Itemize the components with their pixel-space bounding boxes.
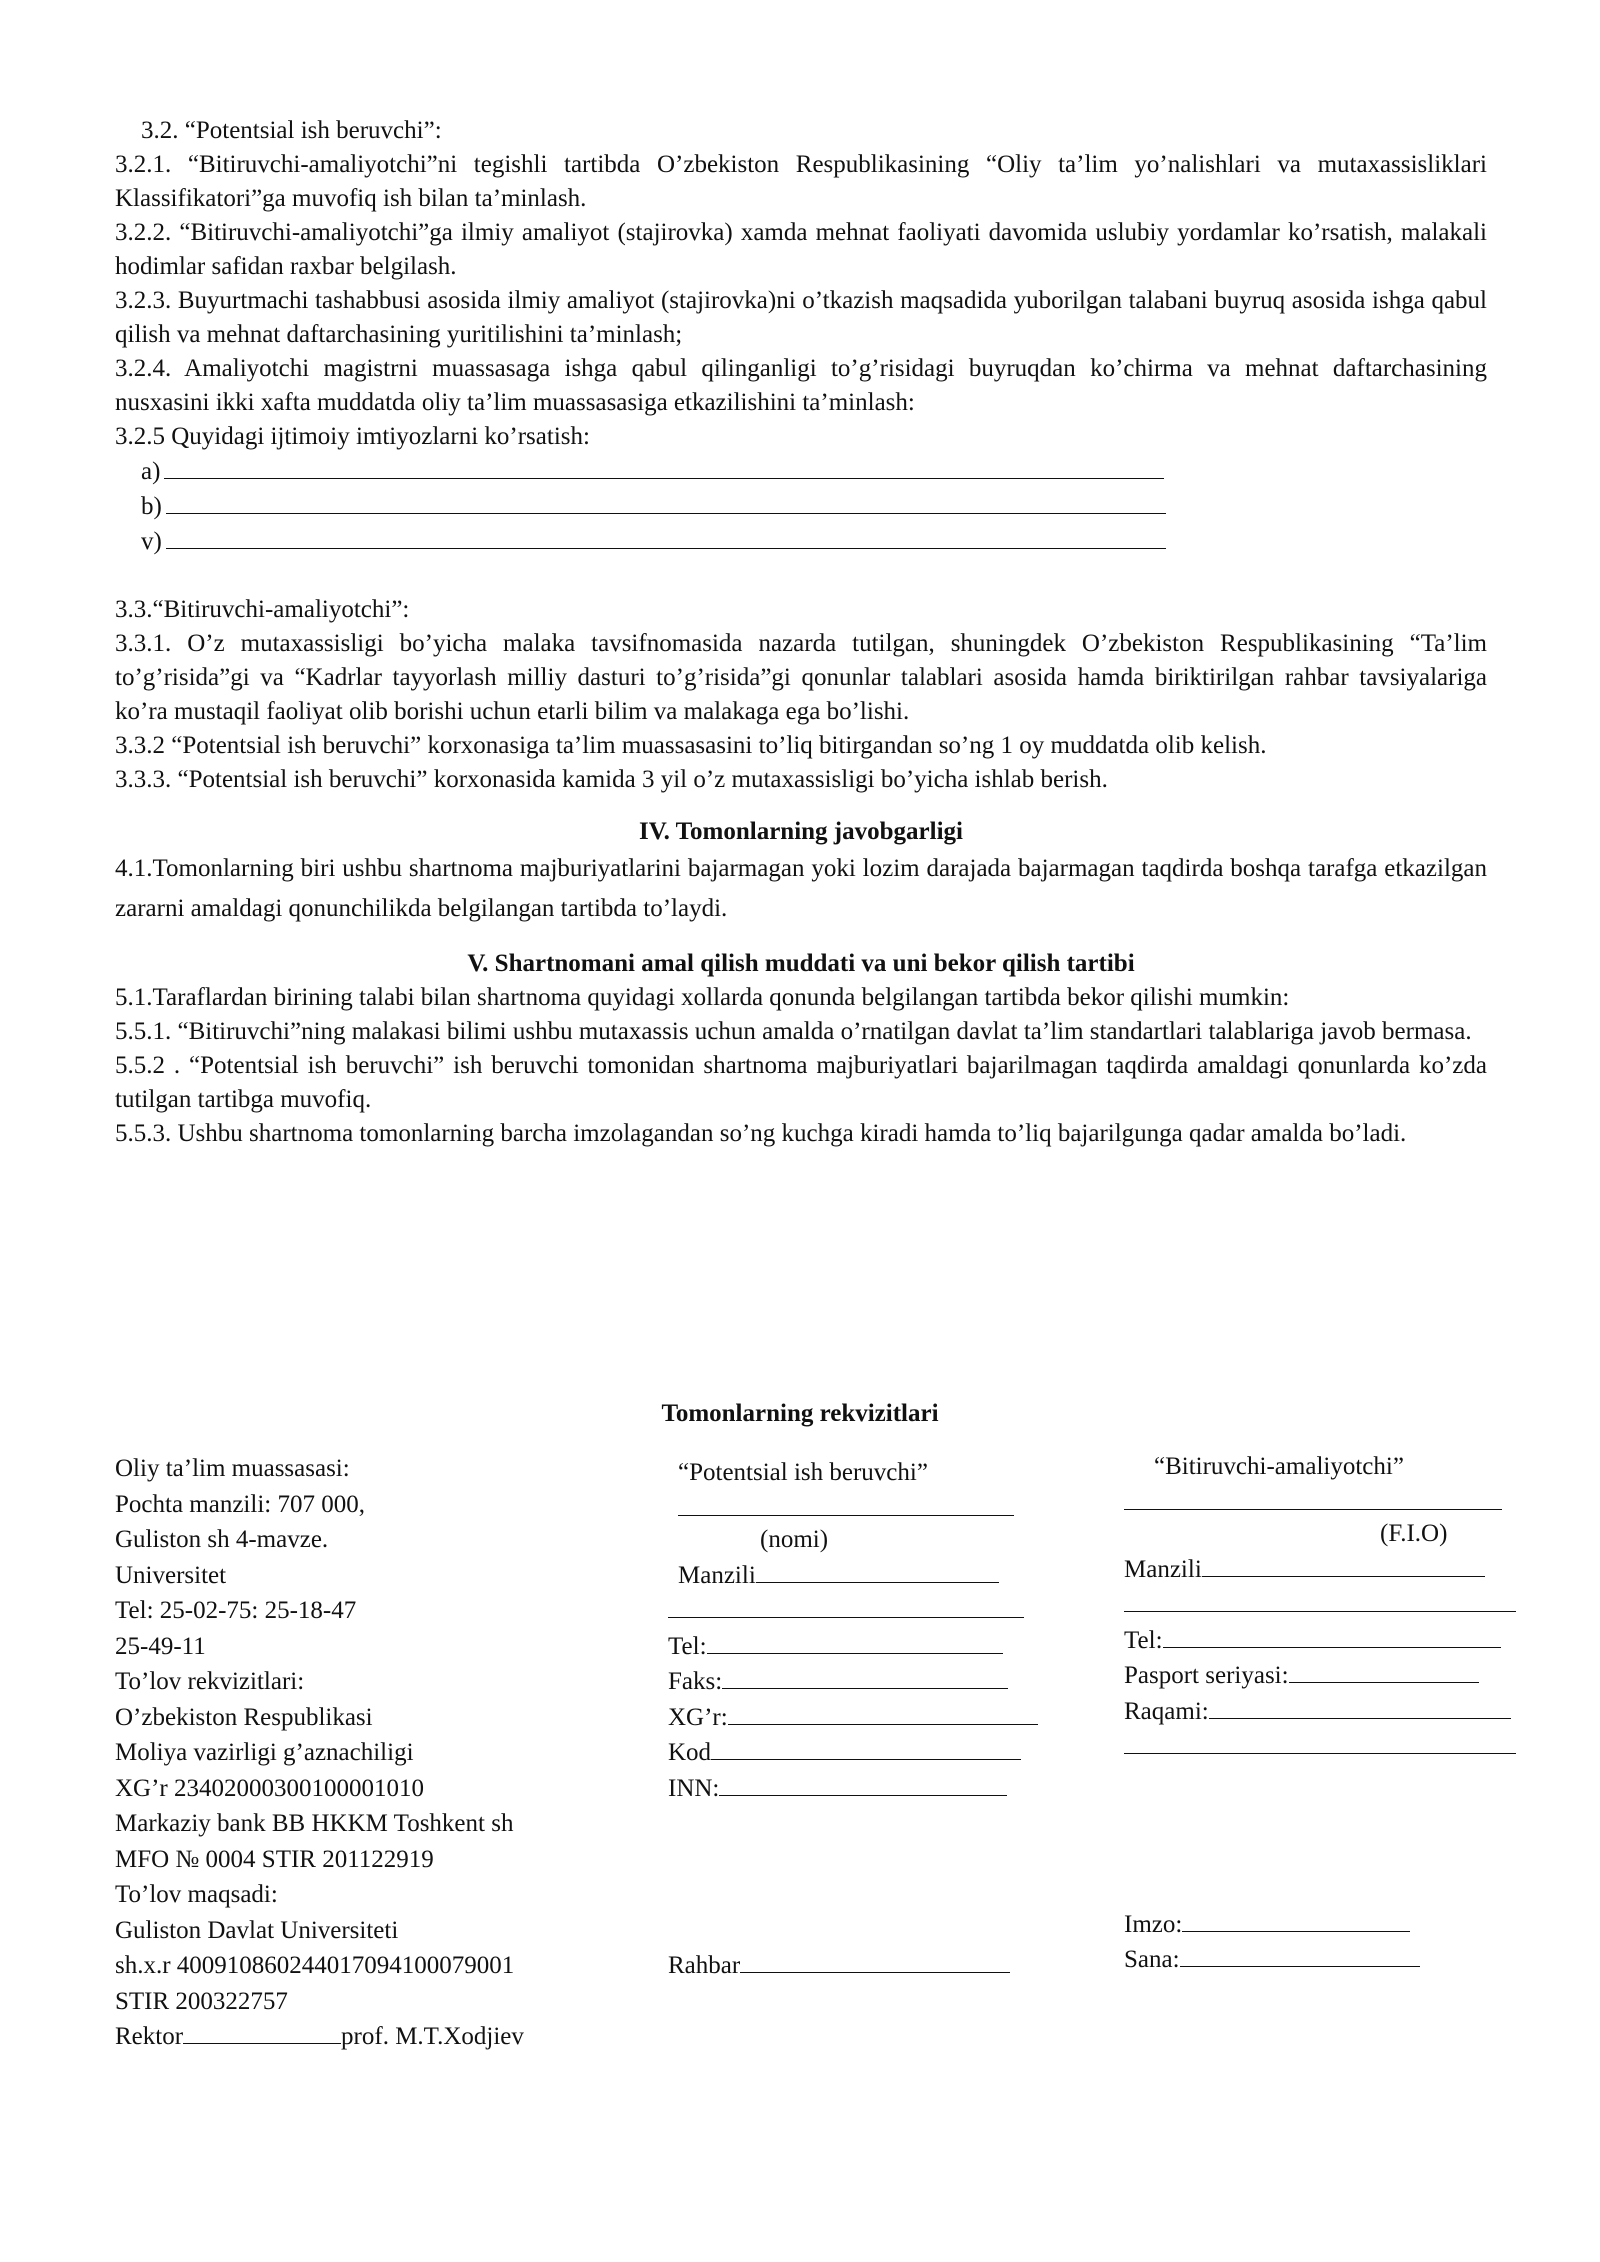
requisites-title: Tomonlarning rekvizitlari bbox=[661, 1400, 939, 1427]
benefit-line-a: a) bbox=[115, 454, 1487, 489]
employer-fax-line: Faks: bbox=[668, 1664, 1088, 1700]
employer-inn-blank bbox=[719, 1771, 1007, 1796]
clause-5-5-2: 5.5.2 . “Potentsial ish beruvchi” ish beruvchi tomonidan shartnoma majburiyatlari bajarilmagan taqdirda amaldagi qonunlarda ko’zda tutilgan tartibga muvofiq. bbox=[115, 1052, 1487, 1113]
clause-3-3-2: 3.3.2 “Potentsial ish beruvchi” korxonasiga ta’lim muassasasini to’liq bitirgandan so’ng 1 oy muddatda olib kelish. bbox=[115, 732, 1267, 759]
clause-5-1: 5.1.Taraflardan birining talabi bilan shartnoma quyidagi xollarda qonunda belgilangan tartibda bekor qilishi mumkin: bbox=[115, 984, 1290, 1011]
clause-3-2-1: 3.2.1. “Bitiruvchi-amaliyotchi”ni tegishli tartibda O’zbekiston Respublikasining “Oliy ta’lim yo’nalishlari va mutaxassisliklari Klassifikatori”ga muvofiq ish bilan ta’minlash. bbox=[115, 151, 1487, 212]
graduate-passport-line: Pasport seriyasi: bbox=[1124, 1658, 1524, 1694]
clause-5-5-1: 5.5.1. “Bitiruvchi”ning malakasi bilimi ushbu mutaxassis uchun amalda o’rnatilgan davlat ta’lim standartlari talablariga javob bermasa. bbox=[115, 1018, 1472, 1045]
graduate-date-blank bbox=[1180, 1942, 1420, 1967]
employer-kod-line: Kod bbox=[668, 1735, 1088, 1771]
employer-address-blank bbox=[756, 1558, 999, 1583]
benefit-line-b: b) bbox=[115, 489, 1487, 524]
university-line: O’zbekiston Respublikasi bbox=[115, 1703, 373, 1731]
clause-3-2-2: 3.2.2. “Bitiruvchi-amaliyotchi”ga ilmiy amaliyot (stajirovka) xamda mehnat faoliyati davomida uslubiy yordamlar ko’rsatish, malakali hodimlar safidan raxbar belgilash. bbox=[115, 219, 1487, 280]
section-3-2-heading: 3.2. “Potentsial ish beruvchi”: bbox=[141, 117, 442, 144]
employer-tel-line: Tel: bbox=[668, 1629, 1088, 1665]
university-line: MFO № 0004 STIR 201122919 bbox=[115, 1845, 434, 1873]
graduate-tel-line: Tel: bbox=[1124, 1623, 1524, 1659]
employer-address-line: Manzili bbox=[668, 1558, 1088, 1594]
graduate-passport-blank bbox=[1289, 1658, 1479, 1683]
clause-3-2-5: 3.2.5 Quyidagi ijtimoiy imtiyozlarni ko’rsatish: bbox=[115, 423, 590, 450]
university-line: To’lov rekvizitlari: bbox=[115, 1668, 305, 1695]
employer-title: “Potentsial ish beruvchi” bbox=[678, 1459, 928, 1486]
employer-head-blank bbox=[740, 1948, 1010, 1973]
university-line: XG’r 23402000300100001010 bbox=[115, 1774, 425, 1802]
employer-name-blank bbox=[678, 1491, 1014, 1516]
clause-3-3-1: 3.3.1. O’z mutaxassisligi bo’yicha malaka tavsifnomasida nazarda tutilgan, shuningdek O’zbekiston Respublikasining “Ta’lim to’g’risida”gi va “Kadrlar tayyorlash milliy dasturi to’g’risida”gi qonunlar talablari asosida hamda biriktirilgan rahbar tavsiyalariga ko’ra mustaqil faoliyat olib borishi uchun etarli bilim va malakaga ega bo’lishi. bbox=[115, 630, 1487, 725]
employer-name-caption: (nomi) bbox=[760, 1526, 829, 1553]
university-line: Guliston Davlat Universiteti bbox=[115, 1916, 399, 1944]
employer-inn-line: INN: bbox=[668, 1771, 1088, 1807]
employer-kod-blank bbox=[711, 1735, 1021, 1760]
contract-body bbox=[115, 114, 1487, 1151]
section-3-3-heading: 3.3.“Bitiruvchi-amaliyotchi”: bbox=[115, 596, 410, 623]
university-line: Oliy ta’lim muassasasi: bbox=[115, 1455, 350, 1482]
employer-address-line-2 bbox=[668, 1593, 1088, 1629]
university-line: To’lov maqsadi: bbox=[115, 1881, 278, 1908]
university-line: Tel: 25-02-75: 25-18-47 bbox=[115, 1597, 357, 1624]
graduate-extra-blank bbox=[1124, 1729, 1516, 1754]
graduate-address-line-2 bbox=[1124, 1587, 1524, 1623]
clause-3-3-3: 3.3.3. “Potentsial ish beruvchi” korxonasida kamida 3 yil o’z mutaxassisligi bo’yicha ishlab berish. bbox=[115, 766, 1108, 793]
university-line: STIR 200322757 bbox=[115, 1987, 288, 2015]
university-line: Universitet bbox=[115, 1561, 227, 1589]
employer-tel-blank bbox=[707, 1629, 1003, 1654]
rektor-signature-line: Rektor prof. M.T.Xodjiev bbox=[115, 2019, 635, 2055]
graduate-address-blank bbox=[1202, 1552, 1485, 1577]
university-line: Guliston sh 4-mavze. bbox=[115, 1526, 329, 1553]
university-line: Moliya vazirligi g’aznachiligi bbox=[115, 1739, 414, 1766]
employer-fax-blank bbox=[722, 1664, 1008, 1689]
graduate-number-blank bbox=[1209, 1694, 1511, 1719]
benefit-v-blank bbox=[166, 524, 1166, 549]
graduate-tel-blank bbox=[1163, 1623, 1501, 1648]
graduate-address-line: Manzili bbox=[1124, 1552, 1524, 1588]
section-4-heading: IV. Tomonlarning javobgarligi bbox=[639, 818, 963, 845]
graduate-date-line: Sana: bbox=[1124, 1942, 1524, 1978]
clause-3-2-4: 3.2.4. Amaliyotchi magistrni muassasaga ishga qabul qilinganligi to’g’risidagi buyruqdan ko’chirma va mehnat daftarchasining nusxasini ikki xafta muddatda oliy ta’lim muassasasiga etkazilishini ta’minlash: bbox=[115, 355, 1487, 416]
graduate-address-blank-2 bbox=[1124, 1587, 1516, 1612]
section-5-heading: V. Shartnomani amal qilish muddati va uni bekor qilish tartibi bbox=[467, 950, 1135, 977]
graduate-signature-blank bbox=[1182, 1907, 1410, 1932]
benefit-a-blank bbox=[164, 454, 1164, 479]
graduate-name-line bbox=[1124, 1485, 1524, 1521]
university-requisites bbox=[115, 1451, 635, 2055]
clause-4-1: 4.1.Tomonlarning biri ushbu shartnoma majburiyatlarini bajarmagan yoki lozim darajada bajarmagan taqdirda boshqa tarafga etkazilgan zararni amaldagi qonunchilikda belgilangan tartibda to’laydi. bbox=[115, 855, 1487, 922]
clause-5-5-3: 5.5.3. Ushbu shartnoma tomonlarning barcha imzolagandan so’ng kuchga kiradi hamda to’liq bajarilgunga qadar amalda bo’ladi. bbox=[115, 1120, 1407, 1147]
employer-requisites bbox=[668, 1451, 1088, 1984]
benefit-b-blank bbox=[166, 489, 1166, 514]
employer-xgr-blank bbox=[728, 1700, 1038, 1725]
graduate-title: “Bitiruvchi-amaliyotchi” bbox=[1154, 1453, 1404, 1480]
employer-xgr-line: XG’r: bbox=[668, 1700, 1088, 1736]
graduate-number-line: Raqami: bbox=[1124, 1694, 1524, 1730]
rektor-signature-blank bbox=[183, 2019, 341, 2044]
university-line: 25-49-11 bbox=[115, 1632, 206, 1660]
employer-head-line: Rahbar bbox=[668, 1948, 1088, 1984]
graduate-name-blank bbox=[1124, 1485, 1502, 1510]
university-line: Markaziy bank BB HKKM Toshkent sh bbox=[115, 1810, 514, 1837]
graduate-extra-line bbox=[1124, 1729, 1524, 1765]
university-line: sh.x.r 400910860244017094100079001 bbox=[115, 1952, 515, 1979]
graduate-name-caption: (F.I.O) bbox=[1380, 1520, 1448, 1547]
employer-name-line bbox=[668, 1491, 1088, 1527]
benefit-line-v: v) bbox=[115, 524, 1487, 559]
university-line: Pochta manzili: 707 000, bbox=[115, 1490, 365, 1518]
graduate-requisites bbox=[1124, 1451, 1524, 1978]
employer-address-blank-2 bbox=[668, 1593, 1024, 1618]
clause-3-2-3: 3.2.3. Buyurtmachi tashabbusi asosida ilmiy amaliyot (stajirovka)ni o’tkazish maqsadida yuborilgan talabani buyruq asosida ishga qabul qilish va mehnat daftarchasining yuritilishini ta’minlash; bbox=[115, 287, 1487, 348]
graduate-signature-line: Imzo: bbox=[1124, 1907, 1524, 1943]
